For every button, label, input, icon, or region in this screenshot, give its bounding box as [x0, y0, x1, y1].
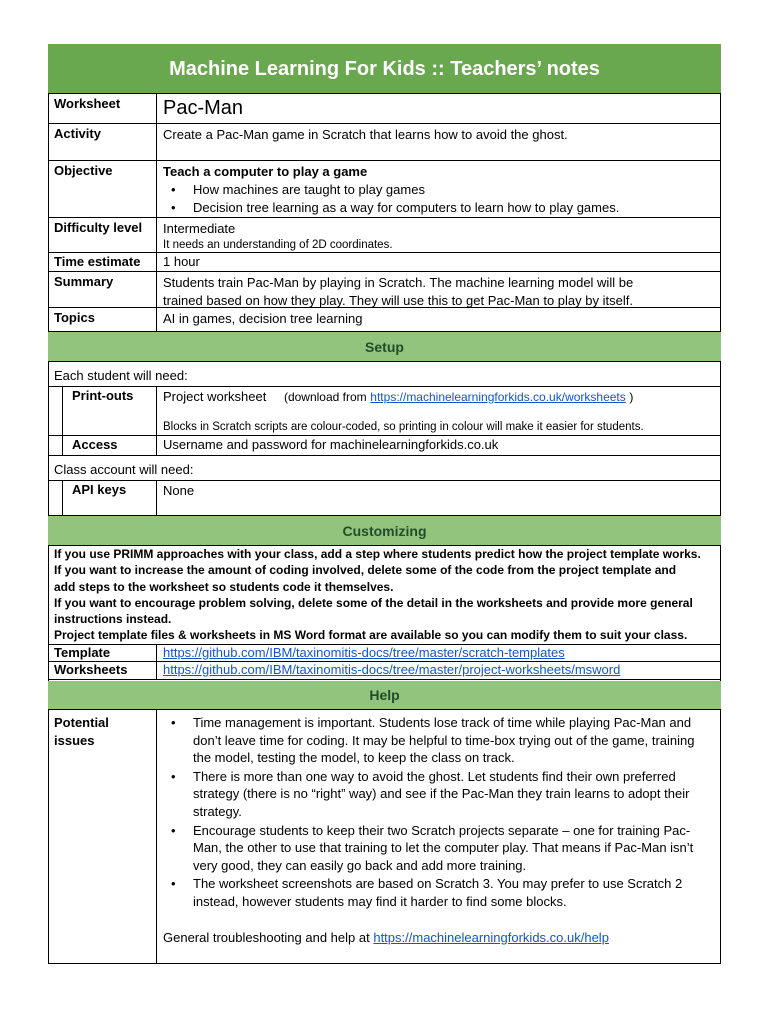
time-row: [48, 253, 721, 272]
worksheets-link[interactable]: https://machinelearningforkids.co.uk/worksheets: [370, 390, 626, 404]
customizing-line: add steps to the worksheet so students code it themselves.: [54, 579, 394, 594]
issues-list: [163, 714, 715, 911]
help-link[interactable]: https://machinelearningforkids.co.uk/help: [373, 929, 609, 945]
printouts-note: Blocks in Scratch scripts are colour-coded, so printing in colour will make it easier for students.: [163, 421, 644, 433]
template-label: Template: [54, 645, 111, 660]
objective-heading: Teach a computer to play a game: [163, 164, 368, 179]
student-needs-label: Each student will need:: [54, 368, 188, 383]
topics-row: [48, 308, 721, 332]
worksheets-label: Worksheets: [54, 662, 128, 677]
summary-line: Students train Pac-Man by playing in Scratch. The machine learning model will be: [163, 275, 634, 290]
difficulty-note: It needs an understanding of 2D coordinates.: [163, 239, 393, 251]
msword-worksheets-link[interactable]: https://github.com/IBM/taxinomitis-docs/tree/master/project-worksheets/msword: [163, 662, 621, 677]
customizing-line: Project template files & worksheets in MS Word format are available so you can modify them to suit your class.: [54, 628, 688, 643]
printouts-text: Project worksheet: [163, 389, 267, 404]
activity-label: Activity: [54, 126, 101, 141]
list-item: • The worksheet screenshots are based on Scratch 3. You may prefer to use Scratch 2 instead, however students may find it harder to find some blocks.: [163, 875, 715, 910]
troubleshooting-text: General troubleshooting and help at: [163, 929, 370, 945]
customizing-line: If you use PRIMM approaches with your class, add a step where students predict how the project template works.: [54, 547, 701, 561]
template-row: [48, 644, 721, 662]
customizing-text: [54, 546, 715, 644]
issues-label-line: issues: [54, 733, 95, 748]
summary-row: [48, 272, 721, 308]
objective-value: [163, 163, 715, 217]
page-title: Machine Learning For Kids :: Teachers’ notes: [48, 44, 721, 94]
difficulty-level: Intermediate: [163, 221, 236, 236]
api-keys-label: API keys: [72, 482, 127, 497]
list-item: • Time management is important. Students lose track of time while playing Pac-Man and don’t leave time for coding. It may be helpful to time-box trying out of the game, training the model, testing the model, to keep the class on track.: [163, 714, 715, 767]
difficulty-row: [48, 218, 721, 253]
worksheet-label: Worksheet: [54, 96, 121, 111]
access-value: Username and password for machinelearningforkids.co.uk: [163, 437, 499, 452]
customizing-line: If you want to increase the amount of coding involved, delete some of the code from the project template and: [54, 563, 677, 578]
topics-label: Topics: [54, 310, 95, 325]
objective-row: [48, 161, 721, 218]
summary-value: [163, 274, 715, 310]
access-label: Access: [72, 437, 118, 452]
printouts-label: Print-outs: [72, 388, 134, 403]
worksheet-value: Pac-Man: [163, 97, 244, 119]
troubleshooting-line: [163, 929, 715, 947]
objective-list: [163, 181, 715, 217]
customizing-heading: Customizing: [48, 516, 721, 546]
time-label: Time estimate: [54, 254, 141, 269]
worksheets-row: [48, 662, 721, 680]
api-keys-row: [48, 480, 721, 516]
close-paren: ): [629, 390, 634, 404]
template-link[interactable]: https://github.com/IBM/taxinomitis-docs/tree/master/scratch-templates: [163, 645, 565, 660]
time-value: 1 hour: [163, 254, 200, 269]
help-heading: Help: [48, 681, 721, 710]
customizing-line: instructions instead.: [54, 612, 172, 627]
difficulty-value: [163, 220, 715, 252]
issues-label-line: Potential: [54, 715, 109, 730]
list-item: • Encourage students to keep their two Scratch projects separate – one for training Pac-Man, the other to use that training to let the computer play. That means if Pac-Man isn’t very good, they can easily go back and add more training.: [163, 822, 715, 875]
list-item: • There is more than one way to avoid the ghost. Let students find their own preferred strategy (there is no “right” way) and see if the Pac-Man they train learns to adopt their strategy.: [163, 768, 715, 821]
customizing-line: If you want to encourage problem solving, delete some of the detail in the worksheets and provide more general: [54, 595, 693, 610]
class-needs-label: Class account will need:: [54, 462, 194, 477]
potential-issues-label: [54, 714, 109, 750]
summary-line: trained based on how they play. They will use this to get Pac-Man to play by itself.: [163, 293, 633, 308]
printouts-row: [48, 386, 721, 436]
objective-label: Objective: [54, 163, 113, 178]
difficulty-label: Difficulty level: [54, 220, 143, 235]
printouts-download-text: (download from: [283, 390, 367, 404]
list-item: • How machines are taught to play games: [163, 181, 715, 199]
access-row: [48, 436, 721, 456]
printouts-value: [163, 388, 715, 436]
topics-value: AI in games, decision tree learning: [163, 311, 363, 326]
worksheet-row: [48, 94, 721, 124]
summary-label: Summary: [54, 274, 114, 289]
potential-issues-value: [163, 714, 715, 946]
activity-value: Create a Pac-Man game in Scratch that learns how to avoid the ghost.: [163, 127, 568, 142]
potential-issues-row: [48, 710, 721, 964]
api-keys-value: None: [163, 483, 195, 498]
setup-heading: Setup: [48, 332, 721, 362]
list-item: • Decision tree learning as a way for computers to learn how to play games.: [163, 199, 715, 217]
activity-row: [48, 124, 721, 161]
